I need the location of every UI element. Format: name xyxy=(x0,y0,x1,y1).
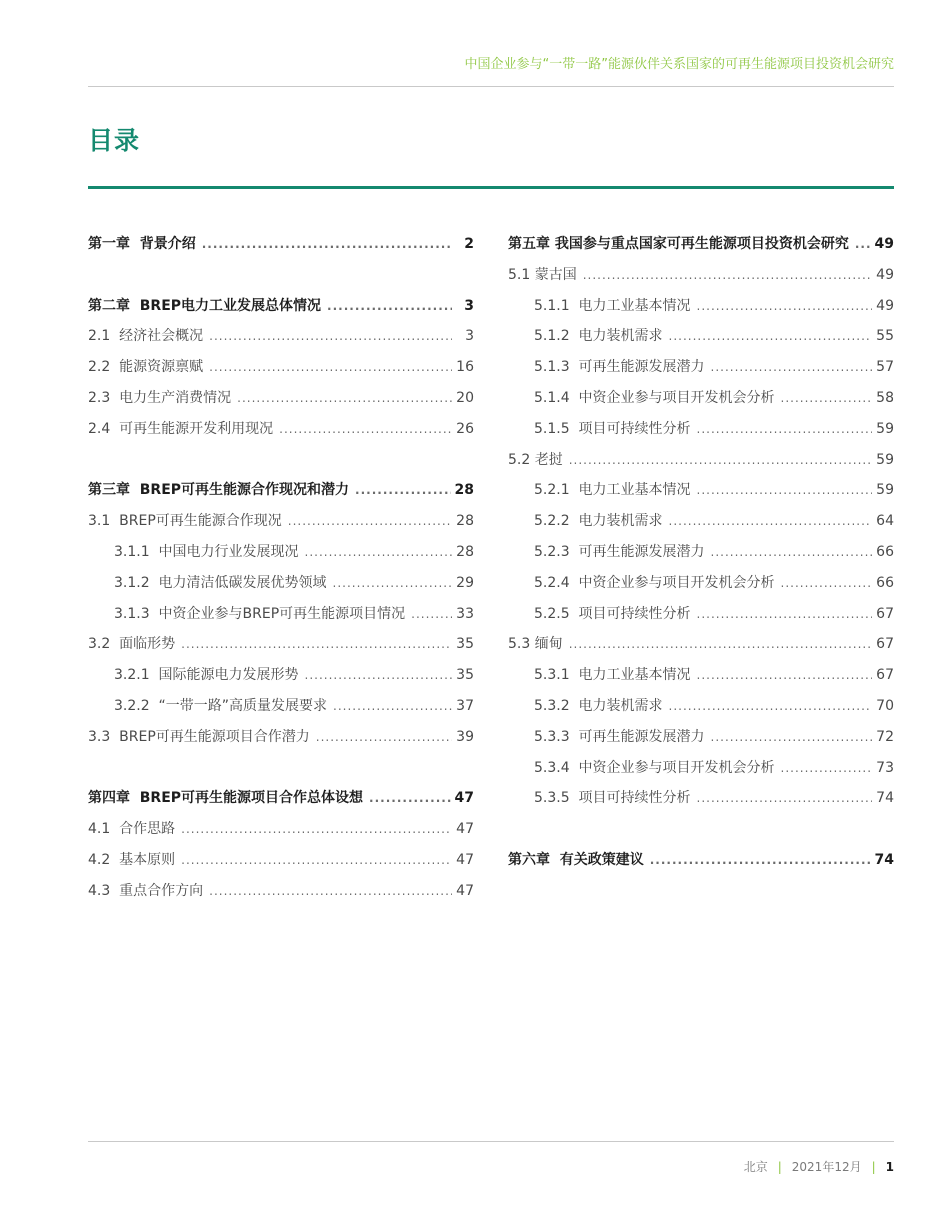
toc-entry-page: 47 xyxy=(456,821,474,838)
toc-entry-label: 3.1 BREP可再生能源合作现况 xyxy=(88,513,282,530)
footer-page-number: 1 xyxy=(885,1159,894,1174)
toc-entry-label: 4.1 合作思路 xyxy=(88,821,176,838)
toc-entry[interactable] xyxy=(508,568,894,599)
toc-entry[interactable] xyxy=(508,599,894,630)
toc-entry-label: 4.2 基本原则 xyxy=(88,851,176,868)
toc-entry-label: 5.1.2 电力装机需求 xyxy=(534,328,663,345)
toc-entry-label: 3.1.3 中资企业参与BREP可再生能源项目情况 xyxy=(114,605,406,622)
toc-entry-label: 2.3 电力生产消费情况 xyxy=(88,389,232,406)
toc-entry-label: 5.3.1 电力工业基本情况 xyxy=(534,667,691,684)
toc-entry[interactable] xyxy=(88,506,474,537)
toc-dot-leader xyxy=(209,876,452,907)
toc-entry-label: 5.3.5 项目可持续性分析 xyxy=(534,790,691,807)
toc-entry-page: 26 xyxy=(456,420,474,437)
toc-entry-page: 39 xyxy=(456,728,474,745)
toc-entry[interactable] xyxy=(88,599,474,630)
toc-entry-page: 64 xyxy=(876,513,894,530)
toc-entry-label: 5.1.1 电力工业基本情况 xyxy=(534,297,691,314)
title-divider xyxy=(88,186,894,189)
toc-entry[interactable] xyxy=(88,383,474,414)
toc-entry-page: 3 xyxy=(465,328,474,345)
footer-city: 北京 xyxy=(743,1160,768,1174)
toc-entry-page: 47 xyxy=(456,882,474,899)
toc-entry-page: 67 xyxy=(876,667,894,684)
toc-entry-label: 5.2.1 电力工业基本情况 xyxy=(534,482,691,499)
toc-entry-label: 5.1 蒙古国 xyxy=(508,266,577,283)
toc-entry-page: 20 xyxy=(456,389,474,406)
toc-entry-label: 第一章 背景介绍 xyxy=(88,236,196,252)
toc-entry-page: 74 xyxy=(874,851,894,868)
toc-entry[interactable] xyxy=(88,691,474,722)
toc-entry-label: 第二章 BREP电力工业发展总体情况 xyxy=(88,297,322,314)
toc-dot-leader xyxy=(181,845,452,876)
toc-dot-leader xyxy=(209,352,452,383)
toc-entry-page: 55 xyxy=(876,328,894,345)
toc-entry[interactable] xyxy=(508,475,894,506)
footer-separator: | xyxy=(871,1159,876,1174)
toc-dot-leader xyxy=(369,783,450,814)
toc-dot-leader xyxy=(237,383,452,414)
toc-entry-page: 70 xyxy=(876,697,894,714)
toc-dot-leader xyxy=(650,845,871,876)
toc-entry[interactable] xyxy=(508,383,894,414)
toc-dot-leader xyxy=(697,599,872,630)
toc-entry-label: 3.2.1 国际能源电力发展形势 xyxy=(114,667,299,684)
toc-entry-label: 5.3.4 中资企业参与项目开发机会分析 xyxy=(534,759,775,776)
toc-left-column xyxy=(88,229,474,907)
page-title: 目录 xyxy=(88,126,141,155)
toc-entry[interactable] xyxy=(508,783,894,814)
toc-entry[interactable] xyxy=(88,629,474,660)
toc-entry-label: 5.3 缅甸 xyxy=(508,636,563,653)
toc-entry[interactable] xyxy=(508,506,894,537)
toc-dot-leader xyxy=(181,629,452,660)
toc-entry-label: 3.2.2 “一带一路”高质量发展要求 xyxy=(114,697,328,714)
toc-entry-page: 66 xyxy=(876,543,894,560)
toc-dot-leader xyxy=(669,691,872,722)
toc-entry-page: 2 xyxy=(464,236,474,252)
toc-entry-page: 67 xyxy=(876,605,894,622)
toc-dot-leader xyxy=(697,291,872,322)
toc-dot-leader xyxy=(781,753,872,784)
toc-dot-leader xyxy=(711,722,872,753)
toc-dot-leader xyxy=(181,814,452,845)
toc-dot-leader xyxy=(327,291,452,322)
toc-dot-leader xyxy=(569,629,872,660)
toc-entry-page: 58 xyxy=(876,389,894,406)
toc-dot-leader xyxy=(316,722,452,753)
toc-dot-leader xyxy=(781,383,872,414)
toc-entry-label: 5.2.5 项目可持续性分析 xyxy=(534,605,691,622)
toc-entry-page: 35 xyxy=(456,667,474,684)
toc-entry-label: 第六章 有关政策建议 xyxy=(508,851,644,868)
toc-entry[interactable] xyxy=(508,260,894,291)
toc-entry-page: 3 xyxy=(464,297,474,314)
toc-entry[interactable] xyxy=(508,352,894,383)
toc-entry-page: 47 xyxy=(454,790,474,807)
toc-entry-label: 4.3 重点合作方向 xyxy=(88,882,204,899)
toc-dot-leader xyxy=(697,783,872,814)
toc-entry[interactable] xyxy=(88,722,474,753)
toc-dot-leader xyxy=(333,568,452,599)
toc-entry-label: 3.1.2 电力清洁低碳发展优势领域 xyxy=(114,574,327,591)
toc-entry-page: 73 xyxy=(876,759,894,776)
footer-separator: | xyxy=(777,1159,782,1174)
toc-dot-leader xyxy=(333,691,452,722)
toc-entry-page: 72 xyxy=(876,728,894,745)
toc-entry-label: 5.3.3 可再生能源发展潜力 xyxy=(534,728,705,745)
toc-dot-leader xyxy=(583,260,872,291)
toc-dot-leader xyxy=(711,352,872,383)
toc-entry-page: 33 xyxy=(456,605,474,622)
running-header-title: 中国企业参与“一带一路”能源伙伴关系国家的可再生能源项目投资机会研究 xyxy=(464,57,894,72)
toc-dot-leader xyxy=(411,599,452,630)
toc-entry[interactable] xyxy=(88,845,474,876)
toc-entry-label: 5.3.2 电力装机需求 xyxy=(534,697,663,714)
toc-entry-page: 59 xyxy=(876,451,894,468)
toc-entry-label: 5.2 老挝 xyxy=(508,451,563,468)
toc-entry[interactable] xyxy=(508,629,894,660)
toc-entry[interactable] xyxy=(88,568,474,599)
toc-entry-label: 5.2.3 可再生能源发展潜力 xyxy=(534,543,705,560)
toc-entry[interactable] xyxy=(508,291,894,322)
toc-entry[interactable] xyxy=(88,660,474,691)
toc-chapter-entry[interactable] xyxy=(88,291,474,322)
toc-entry-page: 66 xyxy=(876,574,894,591)
toc-dot-leader xyxy=(697,475,872,506)
toc-entry-page: 67 xyxy=(876,636,894,653)
toc-entry-label: 第五章 我国参与重点国家可再生能源项目投资机会研究 xyxy=(508,236,849,252)
toc-dot-leader xyxy=(569,445,872,476)
toc-dot-leader xyxy=(781,568,872,599)
toc-entry[interactable] xyxy=(508,321,894,352)
toc-dot-leader xyxy=(288,506,452,537)
toc-dot-leader xyxy=(669,506,872,537)
toc-entry-page: 28 xyxy=(456,543,474,560)
toc-entry[interactable] xyxy=(88,352,474,383)
toc-entry-page: 74 xyxy=(876,790,894,807)
toc-entry-page: 29 xyxy=(456,574,474,591)
toc-entry[interactable] xyxy=(88,876,474,907)
header-divider xyxy=(88,86,894,87)
toc-entry-page: 49 xyxy=(874,236,894,252)
toc-entry-label: 3.1.1 中国电力行业发展现况 xyxy=(114,543,299,560)
toc-entry[interactable] xyxy=(88,814,474,845)
toc-entry-label: 2.1 经济社会概况 xyxy=(88,328,204,345)
toc-entry[interactable] xyxy=(508,414,894,445)
toc-dot-leader xyxy=(669,321,872,352)
footer-date: 2021年12月 xyxy=(791,1160,862,1174)
toc-entry[interactable] xyxy=(508,753,894,784)
toc-entry-page: 49 xyxy=(876,266,894,283)
toc-entry-page: 28 xyxy=(454,482,474,499)
toc-entry-label: 第四章 BREP可再生能源项目合作总体设想 xyxy=(88,790,364,807)
toc-dot-leader xyxy=(711,537,872,568)
toc-entry[interactable] xyxy=(88,321,474,352)
toc-entry-page: 59 xyxy=(876,420,894,437)
toc-entry[interactable] xyxy=(508,445,894,476)
page-footer xyxy=(744,1158,894,1175)
toc-entry-page: 37 xyxy=(456,697,474,714)
toc-entry-label: 5.2.2 电力装机需求 xyxy=(534,513,663,530)
toc-entry-page: 47 xyxy=(456,851,474,868)
toc-entry-label: 2.2 能源资源禀赋 xyxy=(88,359,204,376)
toc-entry-label: 5.2.4 中资企业参与项目开发机会分析 xyxy=(534,574,775,591)
toc-entry-label: 3.2 面临形势 xyxy=(88,636,176,653)
toc-entry[interactable] xyxy=(88,414,474,445)
toc-entry-page: 35 xyxy=(456,636,474,653)
toc-entry-page: 49 xyxy=(876,297,894,314)
toc-dot-leader xyxy=(355,475,450,506)
toc-entry[interactable] xyxy=(88,537,474,568)
toc-dot-leader xyxy=(305,537,452,568)
toc-entry-label: 5.1.4 中资企业参与项目开发机会分析 xyxy=(534,389,775,406)
toc-entry-label: 5.1.3 可再生能源发展潜力 xyxy=(534,359,705,376)
toc-dot-leader xyxy=(697,660,872,691)
toc-entry-label: 2.4 可再生能源开发利用现况 xyxy=(88,420,274,437)
toc-right-column xyxy=(508,229,894,876)
toc-entry[interactable] xyxy=(508,537,894,568)
toc-entry[interactable] xyxy=(508,722,894,753)
toc-entry-page: 28 xyxy=(456,513,474,530)
toc-entry[interactable] xyxy=(508,660,894,691)
toc-entry-page: 59 xyxy=(876,482,894,499)
toc-entry-label: 第三章 BREP可再生能源合作现况和潜力 xyxy=(88,482,350,499)
toc-dot-leader xyxy=(855,229,871,260)
footer-divider xyxy=(88,1141,894,1142)
toc-dot-leader xyxy=(305,660,452,691)
toc-dot-leader xyxy=(279,414,452,445)
toc-dot-leader xyxy=(209,321,452,352)
toc-chapter-entry[interactable] xyxy=(88,229,474,260)
toc-entry[interactable] xyxy=(508,691,894,722)
toc-chapter-entry[interactable] xyxy=(508,229,894,260)
toc-dot-leader xyxy=(202,229,452,260)
toc-chapter-entry[interactable] xyxy=(88,475,474,506)
toc-entry-label: 5.1.5 项目可持续性分析 xyxy=(534,420,691,437)
toc-entry-page: 57 xyxy=(876,359,894,376)
toc-chapter-entry[interactable] xyxy=(88,783,474,814)
toc-entry-page: 16 xyxy=(456,359,474,376)
toc-dot-leader xyxy=(697,414,872,445)
toc-entry-label: 3.3 BREP可再生能源项目合作潜力 xyxy=(88,728,310,745)
toc-chapter-entry[interactable] xyxy=(508,845,894,876)
